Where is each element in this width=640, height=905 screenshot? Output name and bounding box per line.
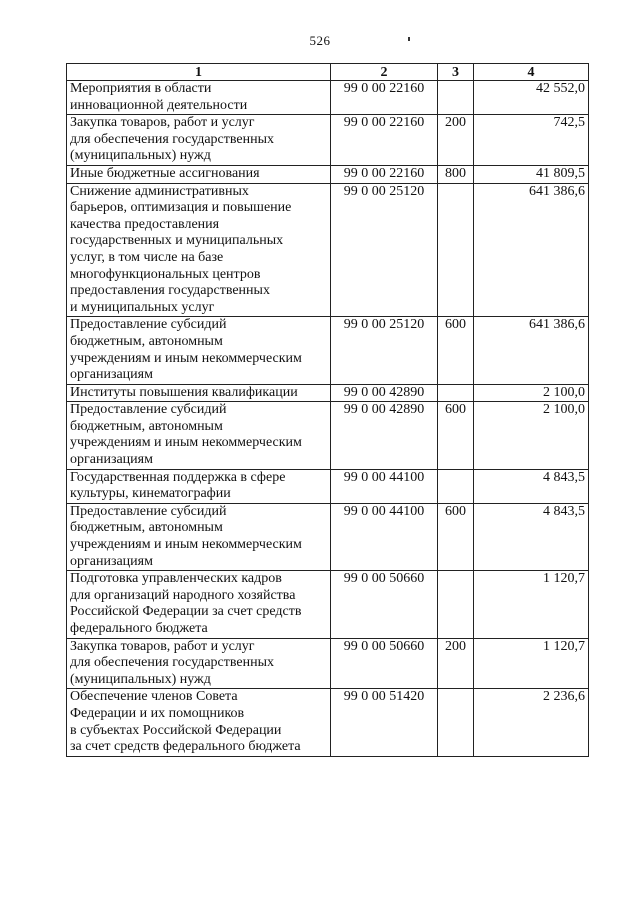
row-amount: 1 120,7 (474, 571, 589, 638)
row-name: Мероприятия в области инновационной деятельности (67, 81, 331, 115)
table-header-row (67, 64, 589, 81)
row-type (438, 81, 474, 115)
row-amount: 42 552,0 (474, 81, 589, 115)
row-code: 99 0 00 44100 (331, 503, 438, 570)
row-name: Предоставление субсидий бюджетным, автономным учреждениям и иным некоммерческим организациям (67, 402, 331, 469)
row-amount: 1 120,7 (474, 638, 589, 689)
row-code: 99 0 00 50660 (331, 638, 438, 689)
row-type: 200 (438, 115, 474, 166)
table-row (67, 115, 589, 166)
row-amount: 742,5 (474, 115, 589, 166)
row-name: Предоставление субсидий бюджетным, автономным учреждениям и иным некоммерческим организациям (67, 503, 331, 570)
row-type: 600 (438, 503, 474, 570)
row-amount: 2 100,0 (474, 402, 589, 469)
row-code: 99 0 00 51420 (331, 689, 438, 756)
table-row (67, 165, 589, 183)
row-type: 200 (438, 638, 474, 689)
row-type (438, 384, 474, 402)
table-row (67, 469, 589, 503)
table-row (67, 81, 589, 115)
table-row (67, 638, 589, 689)
row-code: 99 0 00 22160 (331, 81, 438, 115)
stray-mark (408, 37, 410, 41)
row-name: Предоставление субсидий бюджетным, автономным учреждениям и иным некоммерческим организациям (67, 317, 331, 384)
page-number: 526 (309, 33, 331, 48)
row-type (438, 571, 474, 638)
column-header-2: 2 (331, 64, 438, 81)
row-type (438, 469, 474, 503)
row-amount: 2 100,0 (474, 384, 589, 402)
row-code: 99 0 00 25120 (331, 183, 438, 317)
table-row (67, 384, 589, 402)
row-name: Закупка товаров, работ и услуг для обеспечения государственных (муниципальных) нужд (67, 638, 331, 689)
row-code: 99 0 00 25120 (331, 317, 438, 384)
table-row (67, 689, 589, 756)
row-name: Государственная поддержка в сфере культуры, кинематографии (67, 469, 331, 503)
row-type: 800 (438, 165, 474, 183)
row-code: 99 0 00 50660 (331, 571, 438, 638)
row-amount: 4 843,5 (474, 469, 589, 503)
row-amount: 41 809,5 (474, 165, 589, 183)
row-name: Иные бюджетные ассигнования (67, 165, 331, 183)
budget-table (66, 63, 589, 757)
row-name: Закупка товаров, работ и услуг для обеспечения государственных (муниципальных) нужд (67, 115, 331, 166)
row-type (438, 689, 474, 756)
row-amount: 4 843,5 (474, 503, 589, 570)
table-row (67, 402, 589, 469)
row-amount: 641 386,6 (474, 317, 589, 384)
row-name: Подготовка управленческих кадров для организаций народного хозяйства Российской Федерации за счет средств федерального бюджета (67, 571, 331, 638)
row-code: 99 0 00 42890 (331, 384, 438, 402)
column-header-1: 1 (67, 64, 331, 81)
row-code: 99 0 00 22160 (331, 115, 438, 166)
column-header-4: 4 (474, 64, 589, 81)
row-type (438, 183, 474, 317)
row-name: Обеспечение членов Совета Федерации и их помощников в субъектах Российской Федерации за счет средств федерального бюджета (67, 689, 331, 756)
row-code: 99 0 00 22160 (331, 165, 438, 183)
row-name: Снижение административных барьеров, оптимизация и повышение качества предоставления государственных и муниципальных услуг, в том числе на базе многофункциональных центров предоставления государственных и муниципальных услуг (67, 183, 331, 317)
row-name: Институты повышения квалификации (67, 384, 331, 402)
row-type: 600 (438, 402, 474, 469)
table-row (67, 317, 589, 384)
table-row (67, 183, 589, 317)
row-code: 99 0 00 42890 (331, 402, 438, 469)
table-row (67, 571, 589, 638)
table-row (67, 503, 589, 570)
row-type: 600 (438, 317, 474, 384)
row-code: 99 0 00 44100 (331, 469, 438, 503)
column-header-3: 3 (438, 64, 474, 81)
row-amount: 2 236,6 (474, 689, 589, 756)
row-amount: 641 386,6 (474, 183, 589, 317)
